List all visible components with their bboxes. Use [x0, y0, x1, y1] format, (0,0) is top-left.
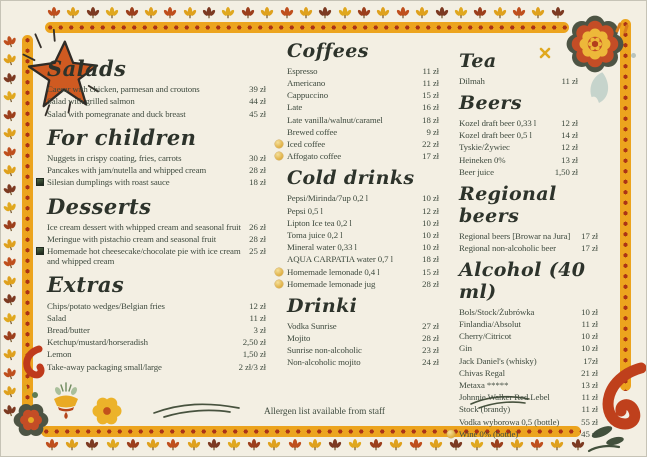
- leaf-motif: [65, 438, 79, 451]
- leaf-motif: [280, 6, 294, 19]
- menu-item: [47, 109, 266, 119]
- menu-item: [459, 76, 578, 86]
- menu-item: [459, 331, 598, 341]
- item-price: 10 zł: [422, 217, 439, 228]
- highlight-badge-icon: [275, 280, 283, 288]
- allergen-note: Allergen list available from staff: [264, 407, 385, 417]
- menu-item: [287, 115, 439, 125]
- menu-section-tea: [459, 51, 598, 86]
- menu-item: [287, 230, 439, 240]
- leaf-motif: [551, 6, 565, 19]
- item-price: 17 zł: [581, 242, 598, 253]
- leaf-motif: [2, 144, 19, 160]
- item-label: Vodka wyborowa 0,5 (bottle): [459, 416, 560, 427]
- top-leaf-border: [47, 6, 565, 22]
- item-price: 1,50 zł: [242, 349, 266, 360]
- menu-column-left: [47, 57, 266, 379]
- item-price: 17zł: [583, 355, 598, 366]
- item-label: Espresso: [287, 65, 318, 76]
- item-price: 23 zł: [422, 345, 439, 356]
- item-price: 30 zł: [249, 152, 266, 163]
- menu-item: [287, 193, 439, 203]
- highlight-badge-icon: [275, 140, 283, 148]
- item-price: 10 zł: [422, 229, 439, 240]
- item-price: 39 zł: [249, 84, 266, 95]
- house-special-badge-icon: [36, 178, 44, 186]
- menu-item: [47, 84, 266, 94]
- leaf-motif: [166, 438, 180, 451]
- item-label: Salad: [47, 312, 67, 323]
- item-label: Chivas Regal: [459, 367, 505, 378]
- leaf-motif: [163, 6, 177, 19]
- menu-section-cold-drinks: [287, 168, 439, 288]
- item-price: 45 zł: [581, 428, 598, 439]
- leaf-motif: [187, 438, 201, 451]
- item-price: 18 zł: [422, 254, 439, 265]
- leaf-motif: [2, 107, 19, 123]
- leaf-motif: [2, 199, 19, 215]
- item-label: Silesian dumplings with roast sauce: [47, 177, 170, 188]
- leaf-motif: [2, 236, 19, 252]
- item-price: 11 zł: [422, 65, 439, 76]
- top-border-band: [45, 22, 569, 33]
- menu-item: [459, 155, 578, 165]
- item-price: 11 zł: [581, 392, 598, 403]
- leaf-motif: [2, 365, 19, 381]
- item-label: Johnnie Walker Red Lebel: [459, 392, 550, 403]
- item-price: 15 zł: [422, 90, 439, 101]
- item-label: Caesar with chicken, parmesan and croutons: [47, 84, 200, 95]
- leaf-motif: [369, 438, 383, 451]
- leaf-motif: [2, 70, 19, 86]
- leaf-motif: [299, 6, 313, 19]
- leaf-motif: [396, 6, 410, 19]
- menu-section-desserts: [47, 195, 266, 267]
- item-price: 2,50 zł: [242, 337, 266, 348]
- menu-item: [459, 417, 598, 427]
- leaf-motif: [415, 6, 429, 19]
- accent-dot: [631, 53, 636, 58]
- menu-item: [287, 279, 439, 289]
- item-price: 24 zł: [422, 357, 439, 368]
- menu-item: [287, 102, 439, 112]
- leaf-motif: [2, 292, 19, 308]
- menu-section-alcohol: [459, 260, 598, 439]
- item-label: Kozel draft beer 0,5 l: [459, 130, 532, 141]
- item-price: 11 zł: [561, 75, 578, 86]
- item-label: Cherry/Citricot: [459, 331, 512, 342]
- item-label: Brewed coffee: [287, 126, 338, 137]
- menu-item: [459, 243, 598, 253]
- item-label: Finlandia/Absolut: [459, 318, 521, 329]
- menu-item: [459, 368, 598, 378]
- item-label: Meringue with pistachio cream and seasonal fruit: [47, 233, 217, 244]
- leaf-motif: [2, 384, 19, 400]
- item-price: 10 zł: [581, 343, 598, 354]
- item-price: 10 zł: [422, 193, 439, 204]
- item-label: Homemade lemonade jug: [287, 278, 376, 289]
- menu-item: [47, 153, 266, 163]
- item-price: 28 zł: [249, 165, 266, 176]
- leaf-motif: [106, 438, 120, 451]
- menu-item: [287, 267, 439, 277]
- menu-item: [287, 333, 439, 343]
- leaf-motif: [66, 6, 80, 19]
- accent-dashes: [613, 17, 631, 35]
- item-label: Beer juice: [459, 166, 494, 177]
- item-price: 3 zł: [253, 325, 266, 335]
- menu-item: [459, 404, 598, 414]
- leaf-motif: [2, 218, 19, 234]
- item-price: 1,50 zł: [554, 166, 578, 177]
- item-label: Cappuccino: [287, 90, 329, 101]
- menu-item: [459, 319, 598, 329]
- menu-item: [47, 362, 266, 372]
- item-label: Toma juice 0,2 l: [287, 229, 343, 240]
- item-label: Americano: [287, 78, 326, 89]
- leaf-motif: [429, 438, 443, 451]
- item-price: 11 zł: [581, 318, 598, 329]
- item-label: Heineken 0%: [459, 154, 506, 165]
- leaf-motif: [357, 6, 371, 19]
- item-label: Salad with grilled salmon: [47, 96, 135, 107]
- menu-item: [459, 343, 598, 353]
- menu-item: [459, 130, 578, 140]
- item-price: 14 zł: [561, 130, 578, 141]
- leaf-motif: [2, 181, 19, 197]
- item-label: AQUA CARPATIA water 0,7 l: [287, 254, 393, 265]
- item-label: Salad with pomegranate and duck breast: [47, 108, 186, 119]
- leaf-motif: [2, 89, 19, 105]
- leaf-motif: [125, 6, 139, 19]
- item-label: Nuggets in crispy coating, fries, carrots: [47, 152, 182, 163]
- leaf-motif: [47, 6, 61, 19]
- menu-item: [287, 242, 439, 252]
- leaf-motif: [2, 273, 19, 289]
- item-label: Jack Daniel's (whisky): [459, 355, 537, 366]
- menu-section-extras: [47, 273, 266, 371]
- item-price: 13 zł: [581, 379, 598, 390]
- item-label: Late vanilla/walnut/caramel: [287, 114, 383, 125]
- menu-item: [47, 301, 266, 311]
- menu-item: [47, 337, 266, 347]
- leaf-motif: [2, 33, 19, 49]
- item-label: Kozel draft beer 0,33 l: [459, 117, 537, 128]
- item-price: 45 zł: [249, 108, 266, 119]
- item-price: 28 zł: [422, 332, 439, 343]
- section-heading-alcohol: Alcohol (40 ml): [459, 259, 586, 303]
- leaf-motif: [221, 6, 235, 19]
- item-price: 17 zł: [581, 230, 598, 241]
- section-heading-beers: Beers: [459, 92, 522, 115]
- section-heading-desserts: Desserts: [47, 193, 152, 219]
- menu-item: [287, 139, 439, 149]
- item-price: 9 zł: [426, 126, 439, 137]
- menu-section-regional-beers: [459, 184, 598, 253]
- leaf-motif: [146, 438, 160, 451]
- item-price: 11 zł: [581, 404, 598, 415]
- section-heading-coffees: Coffees: [287, 40, 369, 62]
- item-price: 10 zł: [422, 242, 439, 253]
- item-label: Pepsi 0,5 l: [287, 205, 323, 216]
- item-price: 11 zł: [249, 312, 266, 323]
- menu-item: [459, 231, 598, 241]
- section-heading-drinki: Drinki: [287, 294, 358, 317]
- leaf-motif: [2, 347, 19, 363]
- leaf-motif: [318, 6, 332, 19]
- menu-item: [287, 127, 439, 137]
- item-label: Wine 0% (bottle): [459, 428, 519, 439]
- red-swirl-motif: [17, 345, 45, 401]
- leaf-motif: [227, 438, 241, 451]
- item-price: 27 zł: [422, 320, 439, 331]
- item-label: Ice cream dessert with whipped cream and seasonal fruit: [47, 221, 241, 232]
- item-label: Bread/butter: [47, 325, 90, 335]
- item-label: Take-away packaging small/large: [47, 361, 162, 372]
- menu-item: [47, 349, 266, 359]
- item-label: Mojito: [287, 332, 311, 343]
- menu-item: [47, 246, 266, 266]
- item-label: Bols/Stock/Żubrówka: [459, 306, 535, 317]
- menu-item: [459, 142, 578, 152]
- item-price: 12 zł: [561, 142, 578, 153]
- leaf-motif: [202, 6, 216, 19]
- menu-item: [287, 357, 439, 367]
- item-price: 11 zł: [422, 78, 439, 89]
- item-label: Regional beers [Browar na Jura]: [459, 230, 571, 241]
- menu-item: [459, 167, 578, 177]
- tulip-motif: [51, 382, 81, 420]
- leaf-motif: [435, 6, 449, 19]
- menu-item: [47, 222, 266, 232]
- section-heading-regional-beers: Regional beers: [459, 182, 557, 227]
- section-heading-tea: Tea: [459, 50, 497, 72]
- leaf-motif: [409, 438, 423, 451]
- menu-item: [287, 206, 439, 216]
- item-price: 10 zł: [581, 306, 598, 317]
- item-label: Vodka Sunrise: [287, 320, 337, 331]
- item-price: 44 zł: [249, 96, 266, 107]
- item-price: 16 zł: [422, 102, 439, 113]
- item-price: 10 zł: [581, 331, 598, 342]
- leaf-motif: [348, 438, 362, 451]
- menu-item: [287, 90, 439, 100]
- menu-section-drinki: [287, 296, 439, 368]
- item-price: 18 zł: [249, 177, 266, 188]
- item-price: 12 zł: [561, 117, 578, 128]
- item-label: Iced coffee: [287, 139, 326, 150]
- leaf-motif: [328, 438, 342, 451]
- menu-item: [287, 254, 439, 264]
- section-heading-extras: Extras: [47, 272, 125, 298]
- item-label: Pancakes with jam/nutella and whipped cream: [47, 165, 207, 176]
- yellow-flower-motif: [91, 395, 123, 427]
- item-price: 18 zł: [422, 114, 439, 125]
- leaf-motif: [2, 255, 19, 271]
- menu-item: [47, 165, 266, 175]
- highlight-badge-icon: [447, 430, 455, 438]
- brushstroke-motif: [151, 400, 243, 420]
- item-price: 15 zł: [422, 266, 439, 277]
- menu-item: [47, 96, 266, 106]
- leaf-motif: [85, 438, 99, 451]
- menu-section-coffees: [287, 41, 439, 161]
- leaf-motif: [247, 438, 261, 451]
- item-label: Lemon: [47, 349, 72, 360]
- menu-item: [459, 118, 578, 128]
- leaf-motif: [2, 126, 19, 142]
- leaf-motif: [241, 6, 255, 19]
- leaf-motif: [376, 6, 390, 19]
- leaf-motif: [454, 6, 468, 19]
- item-label: Non-alcoholic mojito: [287, 357, 361, 368]
- item-price: 55 zł: [581, 416, 598, 427]
- item-label: Lipton Ice tea 0,2 l: [287, 217, 352, 228]
- item-label: Pepsi/Mirinda/7up 0,2 l: [287, 193, 369, 204]
- menu-item: [287, 218, 439, 228]
- item-price: 2 zł/3 zł: [238, 361, 266, 372]
- item-price: 26 zł: [249, 221, 266, 232]
- menu-item: [459, 356, 598, 366]
- menu-item: [287, 66, 439, 76]
- item-label: Tyskie/Żywiec: [459, 142, 510, 153]
- menu-column-right: [459, 51, 598, 446]
- menu-item: [459, 307, 598, 317]
- item-label: Affogato coffee: [287, 151, 342, 162]
- item-label: Sunrise non-alcoholic: [287, 345, 362, 356]
- highlight-badge-icon: [275, 268, 283, 276]
- leaf-motif: [260, 6, 274, 19]
- item-label: Metaxa *****: [459, 379, 509, 390]
- menu-section-beers: [459, 93, 598, 177]
- leaf-motif: [183, 6, 197, 19]
- leaf-motif: [2, 310, 19, 326]
- menu-section-salads: [47, 57, 266, 119]
- leaf-motif: [308, 438, 322, 451]
- item-price: 28 zł: [249, 233, 266, 244]
- menu-item: [287, 78, 439, 88]
- item-label: Regional non-alcoholic beer: [459, 242, 556, 253]
- item-label: Stock (brandy): [459, 404, 511, 415]
- item-price: 25 zł: [249, 246, 266, 257]
- item-label: Mineral water 0,33 l: [287, 242, 357, 253]
- item-label: Late: [287, 102, 303, 113]
- folk-flower-small: [11, 400, 51, 440]
- menu-item: [287, 321, 439, 331]
- item-label: Ketchup/mustard/horseradish: [47, 337, 148, 348]
- item-price: 17 zł: [422, 151, 439, 162]
- menu-item: [287, 151, 439, 161]
- item-label: Homemade lemonade 0,4 l: [287, 266, 380, 277]
- leaf-motif: [288, 438, 302, 451]
- leaf-motif: [207, 438, 221, 451]
- menu-item: [287, 345, 439, 355]
- item-label: Gin: [459, 343, 472, 354]
- leaf-motif: [2, 52, 19, 68]
- house-special-badge-icon: [36, 247, 44, 255]
- leaf-motif: [267, 438, 281, 451]
- menu-section-for-children: [47, 126, 266, 188]
- leaf-motif: [473, 6, 487, 19]
- leaf-motif: [531, 6, 545, 19]
- menu-item: [47, 177, 266, 187]
- item-price: 13 zł: [561, 154, 578, 165]
- item-price: 28 zł: [422, 278, 439, 289]
- leaf-motif: [126, 438, 140, 451]
- highlight-badge-icon: [275, 152, 283, 160]
- leaf-motif: [86, 6, 100, 19]
- menu-item: [47, 325, 266, 335]
- menu-column-middle: [287, 41, 439, 375]
- leaf-motif: [512, 6, 526, 19]
- item-price: 22 zł: [422, 139, 439, 150]
- item-label: Homemade hot cheesecake/chocolate pie with ice cream and whipped cream: [47, 246, 241, 267]
- item-price: 21 zł: [581, 367, 598, 378]
- item-price: 12 zł: [249, 300, 266, 311]
- item-label: Chips/potato wedges/Belgian fries: [47, 300, 165, 311]
- section-heading-for-children: For children: [47, 124, 197, 150]
- menu-item: [459, 380, 598, 390]
- leaf-motif: [2, 328, 19, 344]
- leaf-motif: [144, 6, 158, 19]
- item-price: 12 zł: [422, 205, 439, 216]
- leaf-motif: [105, 6, 119, 19]
- leaf-motif: [389, 438, 403, 451]
- menu-item: [459, 429, 598, 439]
- menu-item: [47, 234, 266, 244]
- leaf-motif: [493, 6, 507, 19]
- item-label: Dilmah: [459, 75, 485, 86]
- menu-item: [47, 313, 266, 323]
- section-heading-salads: Salads: [47, 56, 127, 81]
- leaf-motif: [338, 6, 352, 19]
- menu-item: [459, 392, 598, 402]
- leaf-motif: [2, 163, 19, 179]
- section-heading-cold-drinks: Cold drinks: [287, 167, 415, 190]
